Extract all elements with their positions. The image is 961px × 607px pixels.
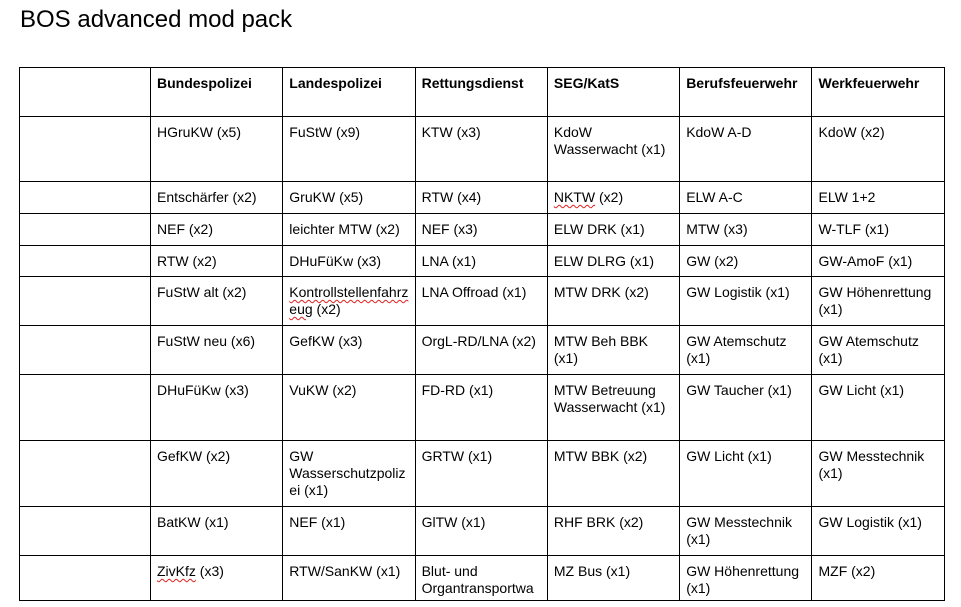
table-cell: GW Wasserschutzpolizei (x1) bbox=[283, 441, 415, 507]
table-row bbox=[20, 441, 945, 507]
spellcheck-underline: NKTW bbox=[553, 189, 596, 205]
table-cell: GefKW (x2) bbox=[151, 441, 283, 507]
table-cell: MTW Beh BBK (x1) bbox=[547, 326, 679, 375]
table-row bbox=[20, 507, 945, 556]
table-cell: MTW BBK (x2) bbox=[547, 441, 679, 507]
table-cell: RTW/SanKW (x1) bbox=[283, 556, 415, 601]
column-header: Landespolizei bbox=[283, 68, 415, 117]
table-cell: KdoW (x2) bbox=[812, 117, 944, 182]
table-cell: KdoW Wasserwacht (x1) bbox=[547, 117, 679, 182]
table-cell: GRTW (x1) bbox=[415, 441, 547, 507]
column-header: Bundespolizei bbox=[151, 68, 283, 117]
spellcheck-underline: ZivKfz bbox=[157, 563, 196, 579]
row-label-cell bbox=[20, 441, 151, 507]
table-cell: OrgL-RD/LNA (x2) bbox=[415, 326, 547, 375]
row-label-cell bbox=[20, 246, 151, 277]
table-cell: ELW DLRG (x1) bbox=[547, 246, 679, 277]
table-cell: W-TLF (x1) bbox=[812, 214, 944, 246]
table-cell: leichter MTW (x2) bbox=[283, 214, 415, 246]
row-label-cell bbox=[20, 556, 151, 601]
table-cell: ZivKfz (x3) bbox=[151, 556, 283, 601]
table-cell: GW Höhenrettung (x1) bbox=[680, 556, 812, 601]
table-cell: ELW A-C bbox=[680, 182, 812, 214]
table-cell: GruKW (x5) bbox=[283, 182, 415, 214]
table-cell: GW Taucher (x1) bbox=[680, 375, 812, 441]
table-cell: Blut- und Organtransportwa bbox=[415, 556, 547, 601]
table-cell: GefKW (x3) bbox=[283, 326, 415, 375]
table-corner-cell bbox=[20, 68, 151, 117]
row-label-cell bbox=[20, 507, 151, 556]
table-cell: DHuFüKw (x3) bbox=[283, 246, 415, 277]
table-cell: NEF (x3) bbox=[415, 214, 547, 246]
row-label-cell bbox=[20, 117, 151, 182]
table-cell: NEF (x2) bbox=[151, 214, 283, 246]
table-cell: HGruKW (x5) bbox=[151, 117, 283, 182]
vehicle-table bbox=[19, 67, 945, 601]
page-title: BOS advanced mod pack bbox=[20, 6, 293, 33]
column-header: Berufsfeuerwehr bbox=[680, 68, 812, 117]
row-label-cell bbox=[20, 277, 151, 326]
table-cell: FD-RD (x1) bbox=[415, 375, 547, 441]
table-cell: MZF (x2) bbox=[812, 556, 944, 601]
table-cell: LNA (x1) bbox=[415, 246, 547, 277]
row-label-cell bbox=[20, 375, 151, 441]
table-cell: GW Atemschutz (x1) bbox=[680, 326, 812, 375]
column-header: Werkfeuerwehr bbox=[812, 68, 944, 117]
table-cell: ELW DRK (x1) bbox=[547, 214, 679, 246]
table-row bbox=[20, 277, 945, 326]
table-row bbox=[20, 375, 945, 441]
row-label-cell bbox=[20, 326, 151, 375]
table-cell: GW Logistik (x1) bbox=[812, 507, 944, 556]
table-cell: BatKW (x1) bbox=[151, 507, 283, 556]
table-cell: GW Logistik (x1) bbox=[680, 277, 812, 326]
table-header-row bbox=[20, 68, 945, 117]
table-cell: NEF (x1) bbox=[283, 507, 415, 556]
table-row bbox=[20, 214, 945, 246]
row-label-cell bbox=[20, 214, 151, 246]
table-cell: Kontrollstellenfahrzeug (x2) bbox=[283, 277, 415, 326]
table-cell: FuStW neu (x6) bbox=[151, 326, 283, 375]
table-cell: FuStW (x9) bbox=[283, 117, 415, 182]
table-row bbox=[20, 246, 945, 277]
table-cell: GW-AmoF (x1) bbox=[812, 246, 944, 277]
table-row bbox=[20, 556, 945, 601]
table-row bbox=[20, 326, 945, 375]
table-cell: RHF BRK (x2) bbox=[547, 507, 679, 556]
table-cell: GW Atemschutz (x1) bbox=[812, 326, 944, 375]
table-row bbox=[20, 182, 945, 214]
row-label-cell bbox=[20, 182, 151, 214]
table-cell: KdoW A-D bbox=[680, 117, 812, 182]
table-cell: Entschärfer (x2) bbox=[151, 182, 283, 214]
table-cell: GlTW (x1) bbox=[415, 507, 547, 556]
table-cell: GW Licht (x1) bbox=[680, 441, 812, 507]
table-cell: MTW Betreuung Wasserwacht (x1) bbox=[547, 375, 679, 441]
table-cell: GW Messtechnik (x1) bbox=[680, 507, 812, 556]
table-cell: ELW 1+2 bbox=[812, 182, 944, 214]
table-cell: FuStW alt (x2) bbox=[151, 277, 283, 326]
table-cell: RTW (x2) bbox=[151, 246, 283, 277]
column-header: SEG/KatS bbox=[547, 68, 679, 117]
table-cell: MZ Bus (x1) bbox=[547, 556, 679, 601]
table-cell: NKTW (x2) bbox=[547, 182, 679, 214]
table-cell: DHuFüKw (x3) bbox=[151, 375, 283, 441]
column-header: Rettungsdienst bbox=[415, 68, 547, 117]
table-cell: KTW (x3) bbox=[415, 117, 547, 182]
table-cell: MTW DRK (x2) bbox=[547, 277, 679, 326]
table-cell: RTW (x4) bbox=[415, 182, 547, 214]
table-cell: LNA Offroad (x1) bbox=[415, 277, 547, 326]
table-cell: VuKW (x2) bbox=[283, 375, 415, 441]
table-cell: GW Messtechnik (x1) bbox=[812, 441, 944, 507]
table-cell: MTW (x3) bbox=[680, 214, 812, 246]
table-cell: GW Höhenrettung (x1) bbox=[812, 277, 944, 326]
table-row bbox=[20, 117, 945, 182]
table-cell: GW (x2) bbox=[680, 246, 812, 277]
spellcheck-underline: Kontrollstellenfahrzeug bbox=[289, 284, 409, 317]
table-cell: GW Licht (x1) bbox=[812, 375, 944, 441]
